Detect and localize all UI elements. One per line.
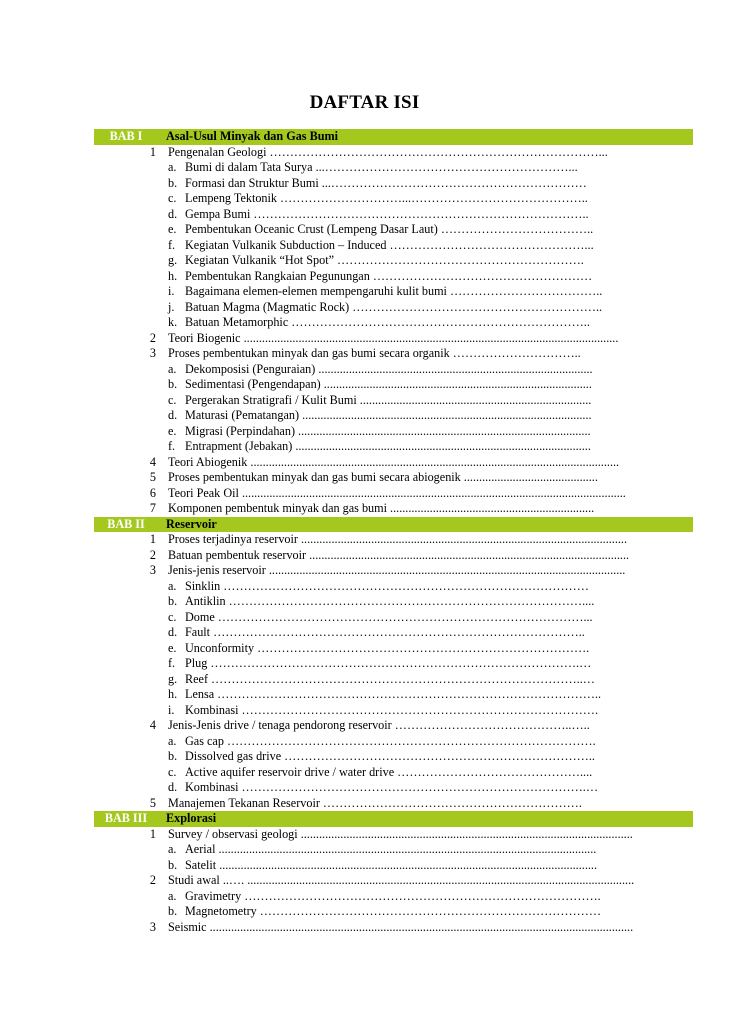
entry-number: 4 <box>149 718 156 732</box>
toc-entry[interactable] <box>94 563 693 579</box>
entry-text: Teori Abiogenik ......................................................................................................................... <box>168 454 620 469</box>
subentry-letter: c. <box>168 764 177 779</box>
toc-subentry[interactable] <box>94 284 693 300</box>
entry-text: Proses terjadinya reservoir ........................................................................................................... <box>168 532 628 546</box>
subentry-letter: k. <box>168 315 178 329</box>
subentry-letter: a. <box>168 361 177 376</box>
subentry-letter: e. <box>168 423 177 438</box>
entry-number: 2 <box>149 330 156 345</box>
subentry-letter: f. <box>168 656 176 670</box>
chapter-header[interactable] <box>94 517 693 533</box>
toc-subentry[interactable] <box>94 734 693 750</box>
toc-entry[interactable] <box>94 501 693 517</box>
toc-subentry[interactable] <box>94 222 693 238</box>
toc-entry[interactable] <box>94 470 693 486</box>
chapter-header[interactable] <box>94 129 693 145</box>
subentry-text: Bumi di dalam Tata Surya ...……………………………………………………... <box>185 160 578 174</box>
entry-text: Proses pembentukan minyak dan gas bumi secara organik ………………………….. <box>168 346 581 360</box>
toc-subentry[interactable] <box>94 889 693 905</box>
entry-text: Seismic ........................................................................................................................................... <box>168 919 634 934</box>
entry-text: Komponen pembentuk minyak dan gas bumi ................................................................... <box>168 501 595 515</box>
subentry-text: Bagaimana elemen-elemen mempengaruhi kulit bumi ……………………………….. <box>185 284 603 298</box>
toc-subentry[interactable] <box>94 362 693 378</box>
subentry-letter: j. <box>168 299 175 314</box>
entry-text: Jenis-jenis reservoir ..................................................................................................................... <box>168 563 626 577</box>
subentry-text: Sinklin ……………………………………………………………………………… <box>185 578 589 593</box>
subentry-letter: d. <box>168 625 178 639</box>
entry-number: 7 <box>149 501 156 515</box>
subentry-text: Batuan Metamorphic ……………………………………………………………….. <box>185 315 590 329</box>
entry-number: 3 <box>149 919 156 934</box>
subentry-text: Fault ……………………………………………………………………………….. <box>185 625 585 639</box>
subentry-text: Active aquifer reservoir drive / water drive ……………………………………….... <box>185 764 593 779</box>
entry-text: Batuan pembentuk reservoir ......................................................................................................... <box>168 547 630 562</box>
subentry-text: Kombinasi ……………………………………………………………………………. <box>185 702 599 717</box>
subentry-letter: i. <box>168 284 175 298</box>
toc-subentry[interactable] <box>94 765 693 781</box>
toc-subentry[interactable] <box>94 641 693 657</box>
entry-text: Teori Peak Oil .............................................................................................................................. <box>168 485 626 500</box>
entry-number: 3 <box>149 346 156 360</box>
entry-text: Jenis-Jenis drive / tenaga pendorong reservoir ……………………………………..….. <box>168 718 590 732</box>
subentry-text: Satelit ............................................................................................................................ <box>185 857 598 872</box>
toc-subentry[interactable] <box>94 842 693 858</box>
toc-subentry[interactable] <box>94 315 693 331</box>
subentry-letter: c. <box>168 609 177 624</box>
subentry-letter: a. <box>168 733 177 748</box>
subentry-text: Magnetometry ………………………………………………………………………… <box>185 904 602 918</box>
subentry-letter: i. <box>168 702 175 717</box>
toc-entry[interactable] <box>94 796 693 812</box>
toc-subentry[interactable] <box>94 594 693 610</box>
subentry-text: Maturasi (Pematangan) ............................................................................................... <box>185 408 592 422</box>
subentry-letter: b. <box>168 377 178 391</box>
chapter-header[interactable] <box>94 811 693 827</box>
subentry-letter: b. <box>168 749 178 763</box>
toc-entry[interactable] <box>94 532 693 548</box>
subentry-text: Lensa ………………………………………………………………………………….. <box>185 687 602 701</box>
chapter-label: BAB I <box>109 129 143 143</box>
subentry-text: Sedimentasi (Pengendapan) ........................................................................................ <box>185 377 592 391</box>
subentry-letter: d. <box>168 780 178 794</box>
toc-subentry[interactable] <box>94 780 693 796</box>
subentry-letter: c. <box>168 191 177 205</box>
toc-entry[interactable] <box>94 920 693 936</box>
subentry-text: Dissolved gas drive ………………………………………………………………….. <box>185 749 595 763</box>
chapter-label: BAB II <box>107 516 145 531</box>
toc-subentry[interactable] <box>94 191 693 207</box>
toc-subentry[interactable] <box>94 858 693 874</box>
subentry-letter: b. <box>168 857 178 872</box>
subentry-letter: d. <box>168 408 178 422</box>
entry-number: 1 <box>149 144 156 159</box>
subentry-text: Plug ……………………………………………………………………………….… <box>185 656 592 670</box>
toc-subentry[interactable] <box>94 408 693 424</box>
toc-subentry[interactable] <box>94 579 693 595</box>
entry-text: Teori Biogenic ........................................................................................................................... <box>168 330 619 345</box>
subentry-text: Pembentukan Oceanic Crust (Lempeng Dasar Laut) ……………………………….. <box>185 222 594 236</box>
toc-subentry[interactable] <box>94 904 693 920</box>
subentry-text: Formasi dan Struktur Bumi ...……………………………………………………… <box>185 175 587 190</box>
subentry-letter: a. <box>168 578 177 593</box>
toc-subentry[interactable] <box>94 687 693 703</box>
subentry-text: Unconformity ………………………………………………………………………. <box>185 640 590 655</box>
toc-entry[interactable] <box>94 548 693 564</box>
toc-entry[interactable] <box>94 455 693 471</box>
subentry-text: Pembentukan Rangkaian Pegunungan ……………………………………………… <box>185 268 593 283</box>
subentry-text: Lempeng Tektonik …………………………...…………………………………….. <box>185 191 588 205</box>
toc-subentry[interactable] <box>94 160 693 176</box>
chapter-title: Explorasi <box>166 811 217 825</box>
toc-subentry[interactable] <box>94 377 693 393</box>
subentry-text: Antiklin …………………………………………………………………………….... <box>185 594 595 608</box>
subentry-letter: b. <box>168 594 178 608</box>
entry-number: 3 <box>149 563 156 577</box>
subentry-letter: g. <box>168 253 178 267</box>
toc-entry[interactable] <box>94 827 693 843</box>
subentry-letter: b. <box>168 175 178 190</box>
subentry-text: Kombinasi ………………………………………………………………………….… <box>185 780 599 794</box>
toc-subentry[interactable] <box>94 703 693 719</box>
toc-entry[interactable] <box>94 346 693 362</box>
subentry-text: Pergerakan Stratigrafi / Kulit Bumi ............................................................................ <box>185 392 592 407</box>
entry-number: 5 <box>149 470 156 484</box>
subentry-letter: h. <box>168 687 178 701</box>
table-of-contents <box>94 129 693 935</box>
subentry-text: Aerial ............................................................................................................................ <box>185 842 597 856</box>
toc-subentry[interactable] <box>94 749 693 765</box>
toc-entry[interactable] <box>94 145 693 161</box>
toc-subentry[interactable] <box>94 300 693 316</box>
toc-subentry[interactable] <box>94 176 693 192</box>
page-title: DAFTAR ISI <box>309 92 420 113</box>
toc-subentry[interactable] <box>94 269 693 285</box>
chapter-title: Reservoir <box>166 516 217 531</box>
toc-entry[interactable] <box>94 486 693 502</box>
toc-subentry[interactable] <box>94 207 693 223</box>
toc-subentry[interactable] <box>94 253 693 269</box>
entry-number: 1 <box>149 532 156 546</box>
toc-subentry[interactable] <box>94 656 693 672</box>
subentry-letter: e. <box>168 222 177 236</box>
subentry-text: Dekomposisi (Penguraian) .......................................................................................... <box>185 361 593 376</box>
subentry-letter: h. <box>168 268 178 283</box>
entry-number: 4 <box>149 454 156 469</box>
toc-subentry[interactable] <box>94 672 693 688</box>
toc-subentry[interactable] <box>94 610 693 626</box>
subentry-text: Dome ………………………………………………………………………………... <box>185 609 593 624</box>
subentry-letter: a. <box>168 842 177 856</box>
entry-number: 5 <box>149 795 156 810</box>
subentry-text: Kegiatan Vulkanik Subduction – Induced …………………………………………... <box>185 237 594 252</box>
subentry-text: Migrasi (Perpindahan) ................................................................................................ <box>185 423 591 438</box>
toc-entry[interactable] <box>94 718 693 734</box>
subentry-letter: d. <box>168 206 178 221</box>
subentry-letter: a. <box>168 160 177 174</box>
entry-number: 1 <box>149 826 156 841</box>
subentry-text: Gravimetry ……………………………………………………………………………. <box>185 888 601 903</box>
subentry-letter: b. <box>168 904 178 918</box>
subentry-text: Kegiatan Vulkanik “Hot Spot” ……………………………………………………. <box>185 253 584 267</box>
entry-number: 2 <box>149 873 156 887</box>
entry-text: Proses pembentukan minyak dan gas bumi secara abiogenik ............................................ <box>168 470 598 484</box>
subentry-text: Entrapment (Jebakan) ................................................................................................. <box>185 439 591 453</box>
entry-text: Survey / observasi geologi ............................................................................................................. <box>168 826 633 841</box>
toc-subentry[interactable] <box>94 424 693 440</box>
entry-text: Pengenalan Geologi ………………………………………………………………………... <box>168 144 608 159</box>
subentry-letter: g. <box>168 671 178 686</box>
subentry-letter: f. <box>168 237 176 252</box>
toc-entry[interactable] <box>94 331 693 347</box>
toc-subentry[interactable] <box>94 625 693 641</box>
toc-entry[interactable] <box>94 873 693 889</box>
chapter-title: Asal-Usul Minyak dan Gas Bumi <box>166 129 339 143</box>
subentry-text: Reef ………………………………………………………………………………..… <box>185 671 595 686</box>
toc-subentry[interactable] <box>94 238 693 254</box>
subentry-text: Gas cap ………………………………………………………………………………. <box>185 733 596 748</box>
subentry-letter: a. <box>168 888 177 903</box>
toc-subentry[interactable] <box>94 439 693 455</box>
subentry-letter: e. <box>168 640 177 655</box>
subentry-text: Batuan Magma (Magmatic Rock) …………………………………………………….. <box>185 299 603 314</box>
toc-subentry[interactable] <box>94 393 693 409</box>
entry-text: Manajemen Tekanan Reservoir ………………………………………………………. <box>168 795 582 810</box>
chapter-label: BAB III <box>104 811 148 825</box>
entry-text: Studi awal ..…. ............................................................................................................................... <box>168 873 635 887</box>
subentry-letter: c. <box>168 392 177 407</box>
subentry-letter: f. <box>168 439 176 453</box>
entry-number: 2 <box>149 547 156 562</box>
subentry-text: Gempa Bumi ……………………………………………………………………….. <box>185 206 589 221</box>
entry-number: 6 <box>149 485 156 500</box>
